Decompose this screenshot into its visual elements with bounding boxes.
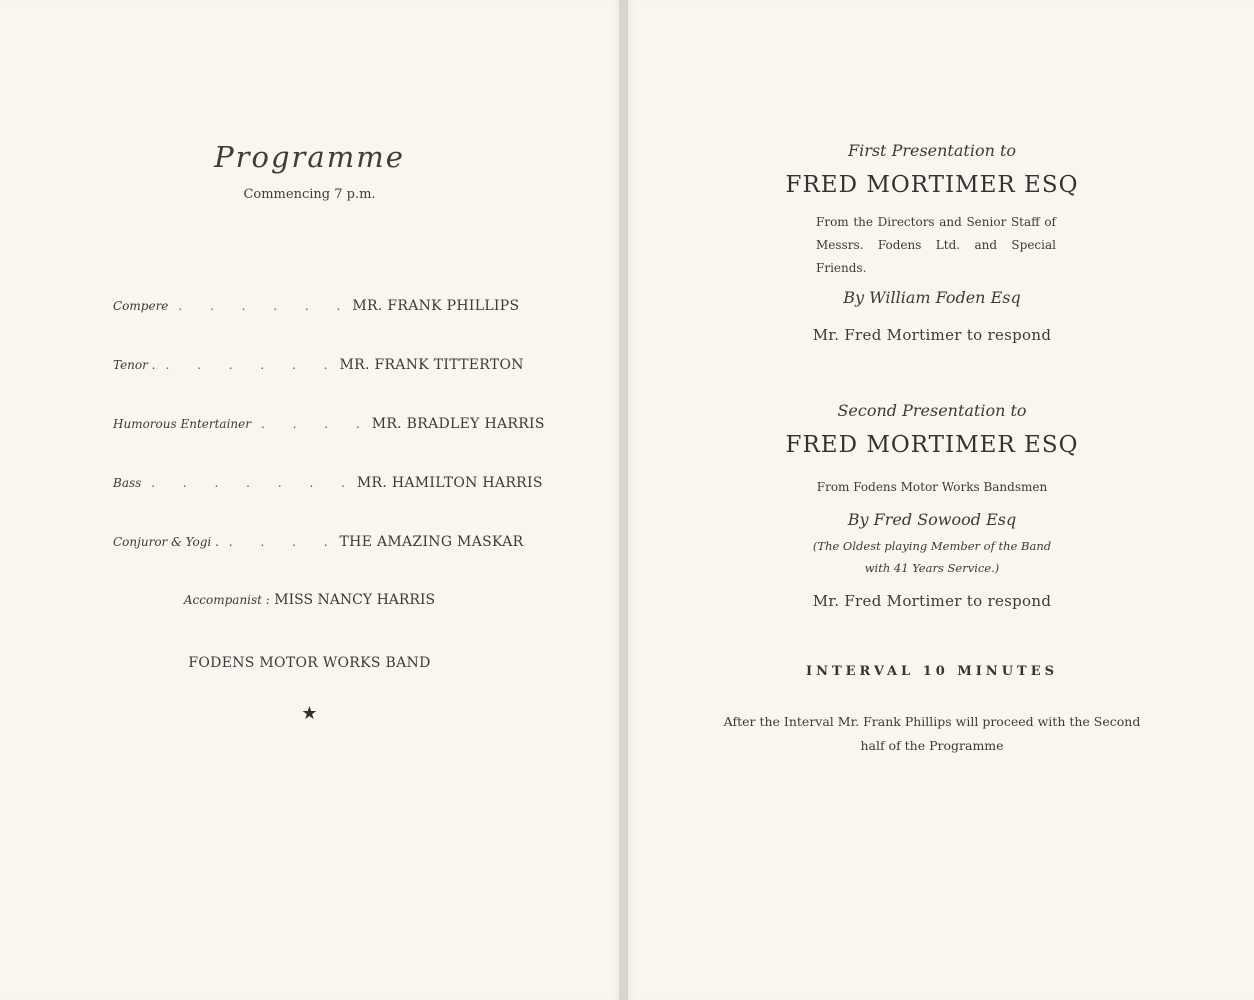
accompanist-name: MISS NANCY HARRIS [274, 592, 436, 608]
performer-role: Tenor . [113, 358, 156, 372]
second-presentation-heading: Second Presentation to [837, 401, 1027, 420]
leader-dots: . . . . . . . [151, 476, 357, 490]
after-interval-line2: half of the Programme [860, 738, 1004, 753]
leader-dots: . . . . . . [178, 299, 353, 313]
leader-dots: . . . . [228, 535, 340, 549]
accompanist-line [0, 592, 619, 608]
first-presentation-presenter: By William Foden Esq [843, 288, 1021, 307]
first-presentation-from: From the Directors and Senior Staff of Messrs. Fodens Ltd. and Special Friends. [816, 215, 1056, 275]
performer-role: Bass [113, 476, 142, 490]
second-presentation-presenter: By Fred Sowood Esq [847, 510, 1017, 529]
band-name: FODENS MOTOR WORKS BAND [188, 655, 431, 671]
second-presentation-from: From Fodens Motor Works Bandsmen [816, 480, 1048, 494]
performer-name: MR. HAMILTON HARRIS [356, 475, 543, 491]
second-presentation-response: Mr. Fred Mortimer to respond [812, 592, 1052, 610]
performer-row [113, 357, 524, 416]
first-presentation-recipient: FRED MORTIMER ESQ [785, 172, 1079, 198]
first-presentation-response: Mr. Fred Mortimer to respond [812, 326, 1052, 344]
performer-name: MR. BRADLEY HARRIS [371, 416, 545, 432]
right-page [627, 0, 1254, 1000]
performer-list [113, 298, 545, 593]
performer-row [113, 475, 543, 534]
programme-subtitle: Commencing 7 p.m. [243, 187, 376, 202]
programme-title: Programme [214, 140, 405, 174]
accompanist-label: Accompanist : [183, 593, 270, 607]
leader-dots: . . . . [261, 417, 372, 431]
first-presentation-heading: First Presentation to [847, 141, 1017, 160]
performer-row [113, 298, 520, 357]
performer-row [113, 416, 545, 475]
performer-name: MR. FRANK TITTERTON [339, 357, 524, 373]
presenter-note-line1: (The Oldest playing Member of the Band [812, 539, 1052, 553]
performer-role: Conjuror & Yogi . [113, 535, 219, 549]
second-presentation-recipient: FRED MORTIMER ESQ [785, 432, 1079, 458]
interval-notice: INTERVAL 10 MINUTES [806, 664, 1058, 679]
left-page [0, 0, 620, 1000]
page-fold [619, 0, 627, 1000]
star-ornament-icon: ★ [301, 703, 318, 724]
performer-role: Humorous Entertainer [113, 417, 251, 431]
after-interval-line1: After the Interval Mr. Frank Phillips will proceed with the Second [723, 714, 1141, 729]
performer-role: Compere [113, 299, 169, 313]
performer-name: MR. FRANK PHILLIPS [352, 298, 520, 314]
presenter-note-line2: with 41 Years Service.) [864, 561, 1000, 575]
leader-dots: . . . . . . [165, 358, 340, 372]
performer-row [113, 534, 524, 593]
performer-name: THE AMAZING MASKAR [339, 534, 524, 550]
